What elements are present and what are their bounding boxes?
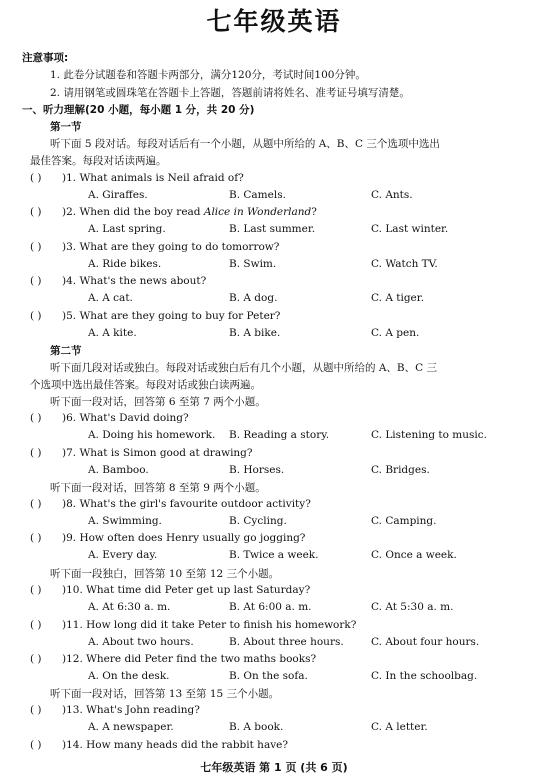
question-stem: )9. How often does Henry usually go jogging? <box>62 532 306 544</box>
option-c: C. About four hours. <box>371 636 480 648</box>
option-a: A. A cat. <box>88 292 133 304</box>
option-a: A. About two hours. <box>88 636 194 648</box>
answer-blank[interactable]: ( ) <box>30 498 42 510</box>
section2-prompt-2: 听下面一段对话，回答第 8 至第 9 两个小题。 <box>50 482 266 494</box>
question-stem: )5. What are they going to buy for Peter? <box>62 310 281 322</box>
option-b: B. About three hours. <box>229 636 344 648</box>
option-a: A. Every day. <box>88 549 158 561</box>
option-b: B. A bike. <box>229 327 281 339</box>
answer-blank[interactable]: ( ) <box>30 310 42 322</box>
answer-blank[interactable]: ( ) <box>30 532 42 544</box>
option-c: C. Listening to music. <box>371 429 487 441</box>
page-footer: 七年级英语 第 1 页 (共 6 页) <box>200 761 348 774</box>
answer-blank[interactable]: ( ) <box>30 412 42 424</box>
option-b: B. On the sofa. <box>229 670 308 682</box>
option-c: C. In the schoolbag. <box>371 670 478 682</box>
answer-blank[interactable]: ( ) <box>30 172 42 184</box>
option-a: A. At 6:30 a. m. <box>88 601 171 613</box>
question-stem <box>62 206 317 218</box>
notice-item-1: 1. 此卷分试题卷和答题卡两部分，满分120分，考试时间100分钟。 <box>50 69 366 81</box>
option-a: A. Bamboo. <box>88 464 149 476</box>
option-c: C. Watch TV. <box>371 258 438 270</box>
question-stem: )12. Where did Peter find the two maths books? <box>62 653 317 665</box>
option-a: A. Doing his homework. <box>88 429 216 441</box>
section2-instruction-line2: 个选项中选出最佳答案。每段对话或独白读两遍。 <box>30 379 261 391</box>
option-a: A. Ride bikes. <box>88 258 162 270</box>
question-stem: )10. What time did Peter get up last Saturday? <box>62 584 311 596</box>
stem-text-end: ? <box>311 206 317 218</box>
section2-prompt-3: 听下面一段独白，回答第 10 至第 12 三个小题。 <box>50 568 280 580</box>
answer-blank[interactable]: ( ) <box>30 704 42 716</box>
section1-instruction-line1: 听下面 5 段对话。每段对话后有一个小题，从题中所给的 A、B、C 三个选项中选出 <box>50 138 440 150</box>
book-title: Alice in Wonderland <box>203 206 312 218</box>
option-b: B. Horses. <box>229 464 285 476</box>
question-stem: )14. How many heads did the rabbit have? <box>62 739 288 751</box>
option-b: B. Swim. <box>229 258 277 270</box>
question-stem: )11. How long did it take Peter to finish his homework? <box>62 619 357 631</box>
option-a: A. Giraffes. <box>88 189 148 201</box>
section1-heading: 第一节 <box>50 121 82 133</box>
option-b: B. A book. <box>229 721 284 733</box>
option-a: A. On the desk. <box>88 670 170 682</box>
section2-prompt-1: 听下面一段对话，回答第 6 至第 7 两个小题。 <box>50 396 266 408</box>
option-b: B. Reading a story. <box>229 429 330 441</box>
answer-blank[interactable]: ( ) <box>30 584 42 596</box>
question-stem: )7. What is Simon good at drawing? <box>62 447 253 459</box>
answer-blank[interactable]: ( ) <box>30 619 42 631</box>
section2-prompt-4: 听下面一段对话，回答第 13 至第 15 三个小题。 <box>50 688 280 700</box>
page-title: 七年级英语 <box>206 7 342 36</box>
section2-heading: 第二节 <box>50 345 82 357</box>
question-stem: )13. What's John reading? <box>62 704 200 716</box>
option-b: B. A dog. <box>229 292 278 304</box>
stem-text: )2. When did the boy read <box>62 206 204 218</box>
question-stem: )4. What's the news about? <box>62 275 207 287</box>
option-c: C. A pen. <box>371 327 420 339</box>
question-stem: )8. What's the girl's favourite outdoor activity? <box>62 498 311 510</box>
option-c: C. Camping. <box>371 515 437 527</box>
answer-blank[interactable]: ( ) <box>30 739 42 751</box>
option-c: C. Bridges. <box>371 464 430 476</box>
answer-blank[interactable]: ( ) <box>30 206 42 218</box>
option-a: A. Swimming. <box>88 515 162 527</box>
option-b: B. Cycling. <box>229 515 287 527</box>
part1-heading: 一、听力理解(20 小题，每小题 1 分，共 20 分) <box>22 104 255 116</box>
notice-item-2: 2. 请用钢笔或圆珠笔在答题卡上答题，答题前请将姓名、准考证号填写清楚。 <box>50 87 410 99</box>
option-c: C. Last winter. <box>371 223 449 235</box>
question-stem: )1. What animals is Neil afraid of? <box>62 172 244 184</box>
option-a: A. A kite. <box>88 327 137 339</box>
option-c: C. A tiger. <box>371 292 424 304</box>
option-c: C. At 5:30 a. m. <box>371 601 454 613</box>
option-c: C. Once a week. <box>371 549 457 561</box>
option-b: B. At 6:00 a. m. <box>229 601 312 613</box>
answer-blank[interactable]: ( ) <box>30 241 42 253</box>
question-stem: )3. What are they going to do tomorrow? <box>62 241 280 253</box>
option-c: C. Ants. <box>371 189 413 201</box>
section2-instruction-line1: 听下面几段对话或独白。每段对话或独白后有几个小题，从题中所给的 A、B、C 三 <box>50 362 438 374</box>
answer-blank[interactable]: ( ) <box>30 275 42 287</box>
notice-heading: 注意事项: <box>22 52 69 64</box>
answer-blank[interactable]: ( ) <box>30 447 42 459</box>
option-c: C. A letter. <box>371 721 428 733</box>
section1-instruction-line2: 最佳答案。每段对话读两遍。 <box>30 155 167 167</box>
option-b: B. Twice a week. <box>229 549 319 561</box>
question-stem: )6. What's David doing? <box>62 412 189 424</box>
option-a: A. A newspaper. <box>88 721 174 733</box>
option-b: B. Camels. <box>229 189 286 201</box>
option-a: A. Last spring. <box>88 223 166 235</box>
option-b: B. Last summer. <box>229 223 316 235</box>
answer-blank[interactable]: ( ) <box>30 653 42 665</box>
